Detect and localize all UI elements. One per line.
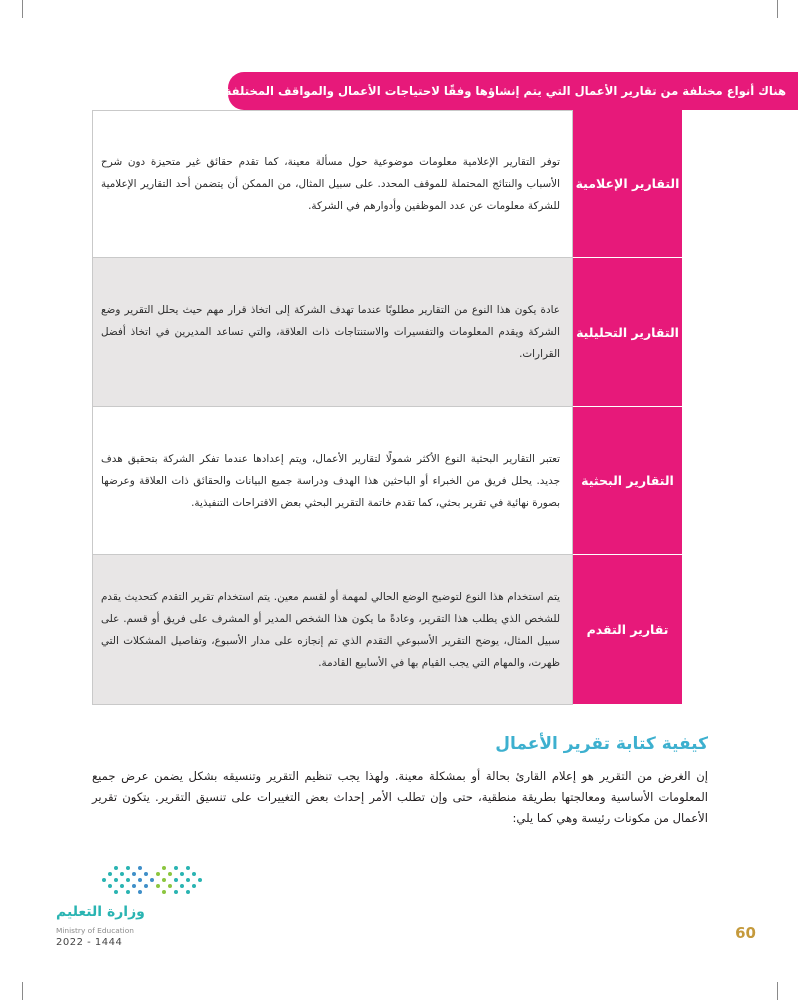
table-row [92,110,682,258]
crop-mark [777,0,778,18]
crop-mark [22,0,23,18]
crop-mark [22,982,23,1000]
edition-year: 2022 - 1444 [56,937,123,948]
report-type-description: يتم استخدام هذا النوع لتوضيح الوضع الحالي لمهمة أو لقسم معين. يتم استخدام تقرير التقدم كتحديث يقدم للشخص الذي يطلب هذا التقرير، وعادةً ما يكون هذا الشخص المدير أو المشرف على فريق أو قسم. على سبيل المثال، يوضح التقرير الأسبوعي التقدم الذي تم إنجازه على مدار الأسبوع، وتفاصيل المشكلات التي ظهرت، والمهام التي يجب القيام بها في الأسابيع القادمة. [92,555,573,705]
report-type-name: تقارير التقدم [573,555,682,705]
page-number: 60 [735,924,756,942]
table-row [92,407,682,555]
report-type-description: تعتبر التقارير البحثية النوع الأكثر شمولًا لتقارير الأعمال، ويتم إعدادها عندما تفكر الشركة بتحقيق هدف جديد. يحلل فريق من الخبراء أو الباحثين هذا الهدف ودراسة جميع البيانات والحقائق ذات العلاقة وعرضها بصورة نهائية في تقرير بحثي، كما تقدم خاتمة التقرير البحثي بعض الاقتراحات التنفيذية. [92,407,573,555]
ministry-dots-icon [96,860,206,900]
report-type-name: التقارير البحثية [573,407,682,555]
ministry-name-english: Ministry of Education [56,926,134,935]
ministry-logo [56,860,206,950]
crop-mark [777,982,778,1000]
section-paragraph: إن الغرض من التقرير هو إعلام القارئ بحالة أو بمشكلة معينة. ولهذا يجب تنظيم التقرير وتنسيقه بشكل يضمن عرض جميع المعلومات الأساسية ومعالجتها بطريقة منطقية، حتى وإن تطلب الأمر إحداث بعض التغييرات على تنسيق التقرير. يتكون تقرير الأعمال من مكونات رئيسة وهي كما يلي: [92,769,708,825]
table-row [92,258,682,407]
report-type-name: التقارير الإعلامية [573,110,682,258]
report-type-description: عادة يكون هذا النوع من التقارير مطلوبًا عندما تهدف الشركة إلى اتخاذ قرار مهم حيث يحلل التقرير وضع الشركة ويقدم المعلومات والتفسيرات والاستنتاجات ذات العلاقة، والتي تساعد المديرين في اتخاذ أفضل القرارات. [92,258,573,407]
section-title: كيفية كتابة تقرير الأعمال [495,734,708,754]
report-type-name: التقارير التحليلية [573,258,682,407]
intro-banner [220,72,798,110]
intro-banner-text: هناك أنواع مختلفة من تقارير الأعمال التي يتم إنشاؤها وفقًا لاحتياجات الأعمال والمواقف المختلفة: [220,84,786,98]
ministry-name-arabic: وزارة التعليم [56,904,145,920]
report-types-table [92,110,682,705]
table-row [92,555,682,705]
report-type-description: توفر التقارير الإعلامية معلومات موضوعية حول مسألة معينة، كما تقدم حقائق غير متحيزة دون شرح الأسباب والنتائج المحتملة للموقف المحدد. على سبيل المثال، من الممكن أن يتضمن أحد التقارير الإعلامية للشركة معلومات عن عدد الموظفين وأدوارهم في الشركة. [92,110,573,258]
